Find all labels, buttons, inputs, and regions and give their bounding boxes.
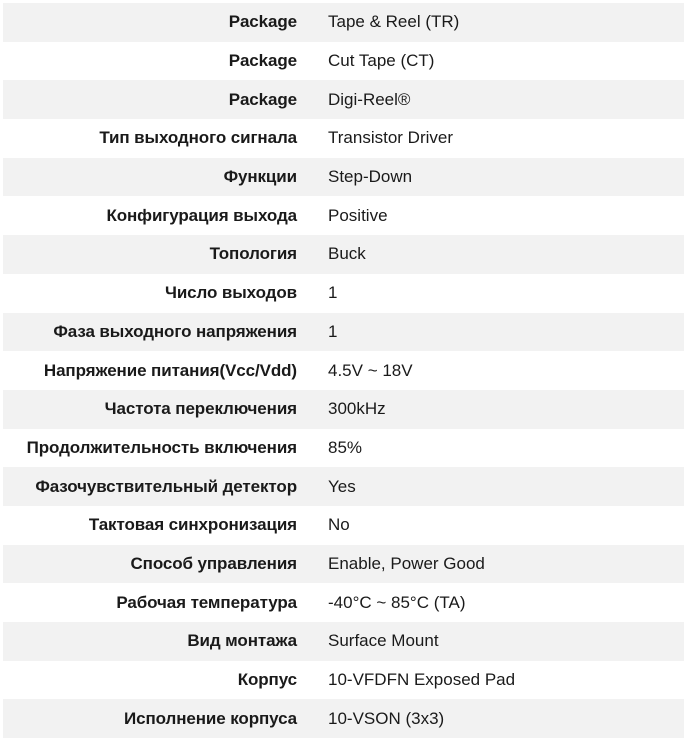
spec-value: Enable, Power Good (328, 553, 485, 573)
spec-value: Transistor Driver (328, 128, 453, 148)
spec-value: Tape & Reel (TR) (328, 12, 460, 32)
spec-label: Число выходов (164, 283, 297, 303)
spec-label: Продолжительность включения (26, 437, 297, 457)
spec-row-function (3, 158, 684, 197)
spec-value: Yes (328, 476, 356, 496)
spec-row-package-digireel (3, 80, 684, 119)
spec-label: Способ управления (130, 553, 297, 573)
spec-label: Конфигурация выхода (106, 205, 297, 225)
spec-label: Топология (209, 244, 297, 264)
spec-value: 1 (328, 321, 338, 341)
spec-value: Surface Mount (328, 631, 439, 651)
spec-value: Digi-Reel® (328, 89, 411, 109)
spec-row-supplier-package (3, 699, 684, 738)
spec-value: 10-VSON (3x3) (328, 708, 445, 728)
spec-row-control-features (3, 545, 684, 584)
spec-row-package-ct (3, 42, 684, 81)
spec-label: Package (228, 12, 297, 32)
spec-label: Рабочая температура (116, 592, 297, 612)
spec-row-output-type (3, 119, 684, 158)
spec-row-supply-voltage (3, 351, 684, 390)
spec-label: Package (228, 51, 297, 71)
spec-value: Positive (328, 205, 388, 225)
spec-row-phase-detector (3, 467, 684, 506)
spec-label: Package (228, 89, 297, 109)
spec-value: Step-Down (328, 167, 413, 187)
spec-label: Тактовая синхронизация (88, 515, 297, 535)
spec-table (3, 3, 684, 738)
spec-value: No (328, 515, 350, 535)
spec-row-number-of-outputs (3, 274, 684, 313)
spec-value: 300kHz (328, 399, 386, 419)
spec-row-package-case (3, 661, 684, 700)
spec-label: Корпус (237, 670, 297, 690)
spec-label: Тип выходного сигнала (99, 128, 297, 148)
spec-label: Частота переключения (104, 399, 297, 419)
spec-label: Исполнение корпуса (124, 708, 297, 728)
spec-label: Функции (223, 167, 297, 187)
spec-value: 10-VFDFN Exposed Pad (328, 670, 516, 690)
spec-row-duty-cycle (3, 429, 684, 468)
spec-value: 1 (328, 283, 338, 303)
spec-value: -40°C ~ 85°C (TA) (328, 592, 466, 612)
spec-label: Фаза выходного напряжения (53, 321, 297, 341)
spec-value: 4.5V ~ 18V (328, 360, 413, 380)
spec-value: Buck (328, 244, 366, 264)
spec-label: Напряжение питания(Vcc/Vdd) (43, 360, 297, 380)
spec-row-switching-frequency (3, 390, 684, 429)
spec-row-operating-temperature (3, 583, 684, 622)
spec-row-mounting-type (3, 622, 684, 661)
spec-row-output-configuration (3, 196, 684, 235)
spec-value: 85% (328, 437, 363, 457)
spec-row-topology (3, 235, 684, 274)
spec-row-clock-sync (3, 506, 684, 545)
spec-label: Вид монтажа (187, 631, 297, 651)
spec-value: Cut Tape (CT) (328, 51, 435, 71)
spec-row-output-phases (3, 313, 684, 352)
spec-row-package-tr (3, 3, 684, 42)
spec-label: Фазочувствительный детектор (35, 476, 297, 496)
